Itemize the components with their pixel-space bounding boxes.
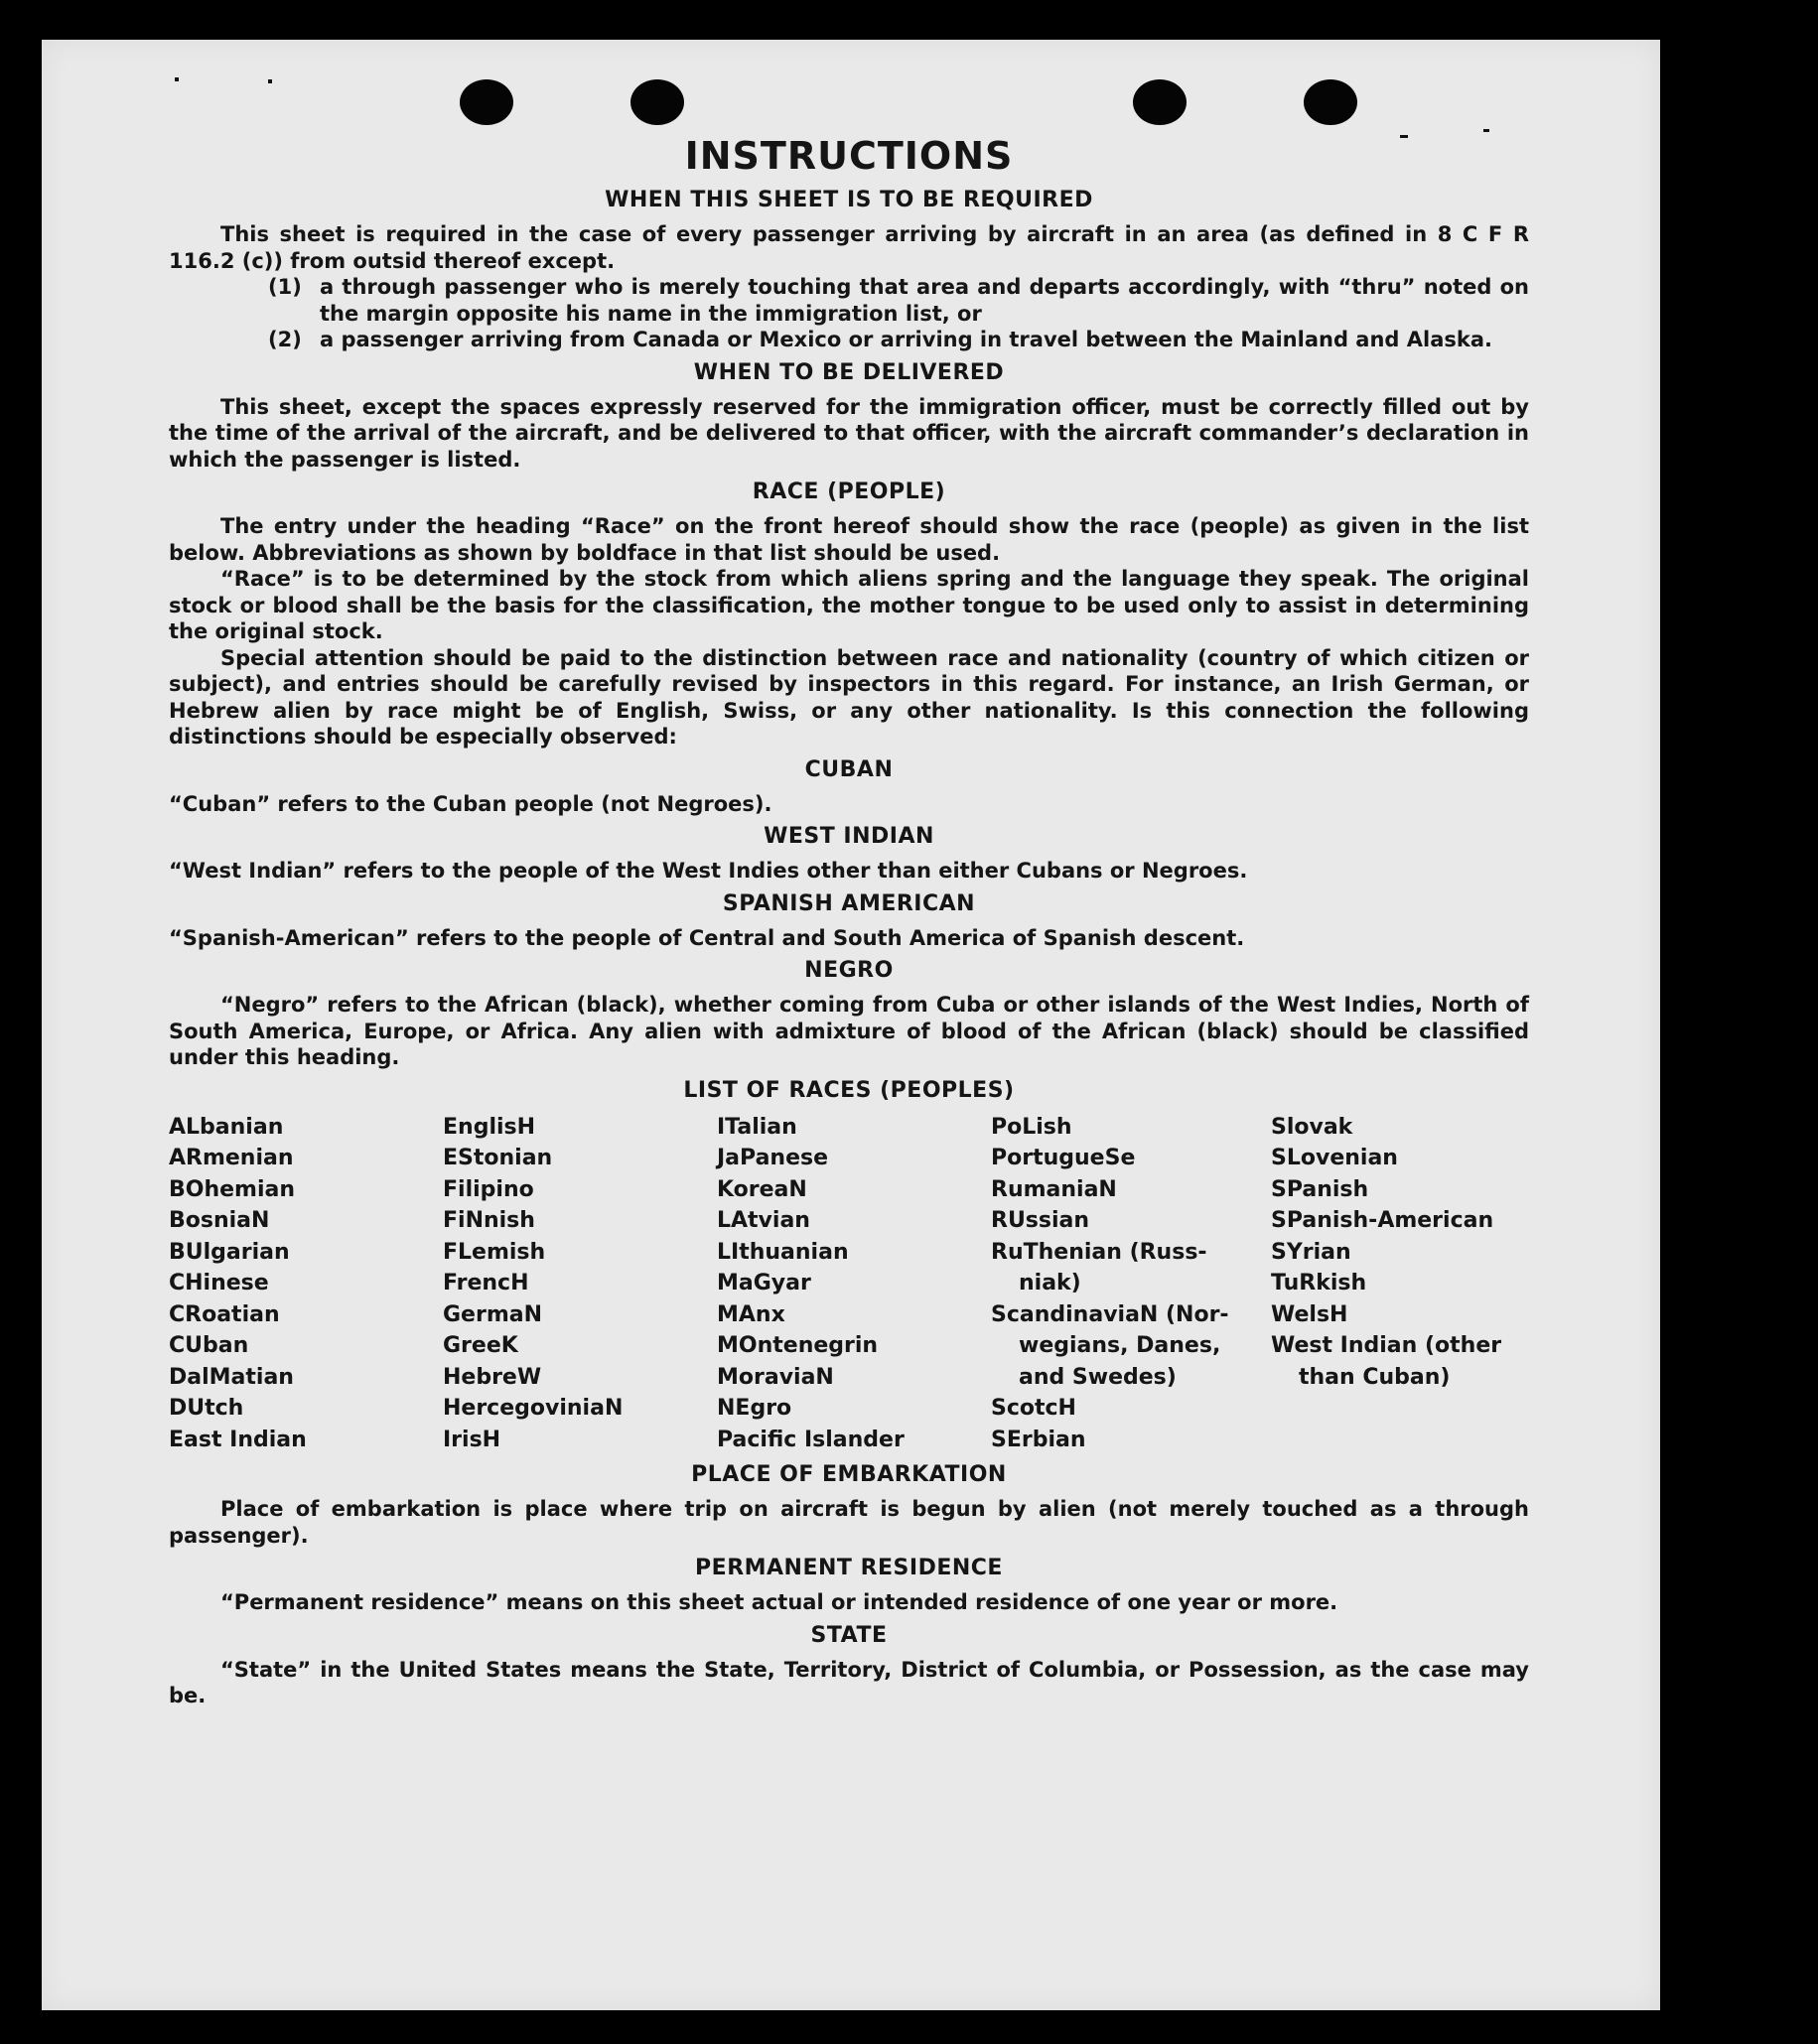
race-column: [169, 1112, 443, 1456]
race-entry: Slovak: [1271, 1114, 1353, 1140]
section-paragraph: The entry under the heading “Race” on the front hereof should show the race (people) as given in the list below. Abbreviations as shown by boldface in that list should be used.: [169, 514, 1529, 565]
section-state: [169, 1621, 1529, 1709]
race-column: [991, 1112, 1271, 1456]
section-paragraph: “Race” is to be determined by the stock from which aliens spring and the language they speak. The original stock or blood shall be the basis for the classification, the mother tongue to be used only to assist in determining the original stock.: [169, 567, 1529, 643]
race-entry: Pacific Islander: [717, 1427, 905, 1452]
race-entry: SLovenian: [1271, 1146, 1398, 1170]
section-heading: WHEN THIS SHEET IS TO BE REQUIRED: [605, 188, 1093, 212]
race-column: [717, 1112, 991, 1456]
race-entry: West Indian (other: [1271, 1333, 1502, 1358]
race-entry: ARmenian: [169, 1146, 294, 1170]
section-heading: NEGRO: [804, 958, 894, 983]
section-heading: PERMANENT RESIDENCE: [695, 1556, 1003, 1580]
race-entry: DUtch: [169, 1396, 244, 1421]
race-entry: HebreW: [443, 1364, 542, 1390]
section-cuban: [169, 755, 1529, 818]
race-entry: and Swedes): [1019, 1364, 1177, 1390]
section-paragraph: Special attention should be paid to the distinction between race and nationality (country of which citizen or subject), and entries should be carefully revised by inspectors in this regard. For instance, an Irish German, or Hebrew alien by race might be of English, Swiss, or any other nationality. Is this connection the following distinctions should be especially observed:: [169, 645, 1529, 749]
race-entry: CUban: [169, 1333, 249, 1358]
section-paragraph: “Cuban” refers to the Cuban people (not Negroes).: [169, 791, 772, 816]
section-paragraph: “West Indian” refers to the people of the West Indies other than either Cubans or Negroes.: [169, 859, 1248, 883]
punch-hole: [460, 79, 513, 125]
item-text: a passenger arriving from Canada or Mexico or arriving in travel between the Mainland and Alaska.: [320, 328, 1492, 351]
section-heading: CUBAN: [804, 756, 894, 782]
punch-hole: [630, 79, 684, 125]
enumerated-item: [268, 274, 1529, 327]
section-heading: PLACE OF EMBARKATION: [691, 1462, 1007, 1487]
punch-hole: [1133, 79, 1187, 125]
race-entry: LAtvian: [717, 1208, 810, 1233]
race-entry: CHinese: [169, 1271, 269, 1295]
race-entry: HercegoviniaN: [443, 1396, 624, 1421]
race-entry: ScotcH: [991, 1396, 1076, 1421]
section-spanish-american: [169, 889, 1529, 952]
race-entry: IrisH: [443, 1427, 501, 1452]
race-entry: WelsH: [1271, 1301, 1348, 1327]
section-when-required: [169, 186, 1529, 353]
race-entry: SPanish: [1271, 1176, 1369, 1202]
race-entry: NEgro: [717, 1396, 792, 1421]
race-entry: FrencH: [443, 1271, 529, 1295]
section-paragraph: “Negro” refers to the African (black), whether coming from Cuba or other islands of the West Indies, North of South America, Europe, or Africa. Any alien with admixture of blood of the African (black) should be classified under this heading.: [169, 993, 1529, 1069]
race-entry: MAnx: [717, 1301, 785, 1327]
race-entry: TuRkish: [1271, 1271, 1367, 1295]
section-heading: WEST INDIAN: [764, 824, 934, 849]
section-race-list: [169, 1076, 1529, 1456]
page-title: INSTRUCTIONS: [684, 134, 1014, 178]
punch-hole: [1304, 79, 1357, 125]
race-entry: MoraviaN: [717, 1364, 834, 1390]
section-permanent-residence: [169, 1554, 1529, 1616]
race-entry: CRoatian: [169, 1301, 280, 1327]
section-place-of-embarkation: [169, 1460, 1529, 1549]
document-page: [42, 40, 1660, 2010]
section-when-delivered: [169, 358, 1529, 474]
race-entry: ScandinaviaN (Nor-: [991, 1301, 1229, 1327]
race-entry: RumaniaN: [991, 1176, 1117, 1202]
race-entry: PortugueSe: [991, 1146, 1136, 1170]
race-entry: LIthuanian: [717, 1239, 849, 1265]
race-entry: EStonian: [443, 1146, 553, 1170]
section-paragraph: “Spanish-American” refers to the people of Central and South America of Spanish descent.: [169, 925, 1245, 950]
race-entry: ALbanian: [169, 1114, 284, 1140]
section-heading: LIST OF RACES (PEOPLES): [683, 1077, 1015, 1103]
race-list-table: [169, 1112, 1529, 1456]
section-paragraph: “State” in the United States means the State, Territory, District of Columbia, or Possession, as the case may be.: [169, 1657, 1529, 1707]
item-number: (2): [268, 328, 302, 351]
race-entry: BOhemian: [169, 1176, 296, 1202]
section-heading: RACE (PEOPLE): [752, 479, 946, 504]
race-entry: GermaN: [443, 1301, 543, 1327]
race-entry: JaPanese: [717, 1146, 829, 1170]
section-paragraph: “Permanent residence” means on this sheet actual or intended residence of one year or more.: [220, 1590, 1338, 1614]
race-entry: FLemish: [443, 1239, 546, 1265]
section-heading: WHEN TO BE DELIVERED: [693, 359, 1005, 385]
race-entry: MOntenegrin: [717, 1333, 879, 1358]
race-column: [443, 1112, 717, 1456]
section-paragraph: This sheet, except the spaces expressly reserved for the immigration officer, must be correctly filled out by the time of the arrival of the aircraft, and be delivered to that officer, with the aircraft commander’s declaration in which the passenger is listed.: [169, 394, 1529, 472]
scan-speck: [175, 77, 179, 81]
section-west-indian: [169, 822, 1529, 885]
race-entry: DalMatian: [169, 1364, 294, 1390]
race-entry: niak): [1019, 1271, 1081, 1295]
item-text: a through passenger who is merely touching that area and departs accordingly, with “thru” noted on the margin opposite his name in the immigration list, or: [320, 275, 1529, 326]
scan-speck: [268, 79, 272, 83]
section-negro: [169, 956, 1529, 1071]
section-race: [169, 477, 1529, 750]
race-entry: BosniaN: [169, 1208, 270, 1233]
race-entry: RUssian: [991, 1208, 1090, 1233]
race-entry: wegians, Danes,: [1019, 1333, 1221, 1358]
section-paragraph: Place of embarkation is place where trip on aircraft is begun by alien (not merely touched as a through passenger).: [169, 1497, 1529, 1548]
race-entry: MaGyar: [717, 1271, 811, 1295]
race-entry: ITalian: [717, 1114, 797, 1140]
race-entry: SYrian: [1271, 1239, 1351, 1265]
race-entry: East Indian: [169, 1427, 307, 1452]
race-entry: PoLish: [991, 1114, 1072, 1140]
race-entry: KoreaN: [717, 1176, 807, 1202]
race-entry: than Cuban): [1299, 1364, 1451, 1390]
item-number: (1): [268, 275, 302, 299]
race-entry: FiNnish: [443, 1208, 535, 1233]
section-heading: SPANISH AMERICAN: [722, 890, 976, 916]
race-column: [1271, 1112, 1529, 1456]
race-entry: SPanish-American: [1271, 1208, 1494, 1233]
enumerated-item: [268, 327, 1529, 353]
race-entry: GreeK: [443, 1333, 518, 1358]
section-heading: STATE: [810, 1622, 888, 1648]
race-entry: BUlgarian: [169, 1239, 290, 1265]
race-entry: Filipino: [443, 1176, 534, 1202]
race-entry: RuThenian (Russ-: [991, 1239, 1207, 1265]
section-paragraph: This sheet is required in the case of every passenger arriving by aircraft in an area (as defined in 8 C F R 116.2 (c)) from outsid thereof except.: [169, 222, 1529, 273]
race-entry: SErbian: [991, 1427, 1086, 1452]
race-entry: EnglisH: [443, 1114, 536, 1140]
instructions-content: [169, 131, 1529, 1709]
